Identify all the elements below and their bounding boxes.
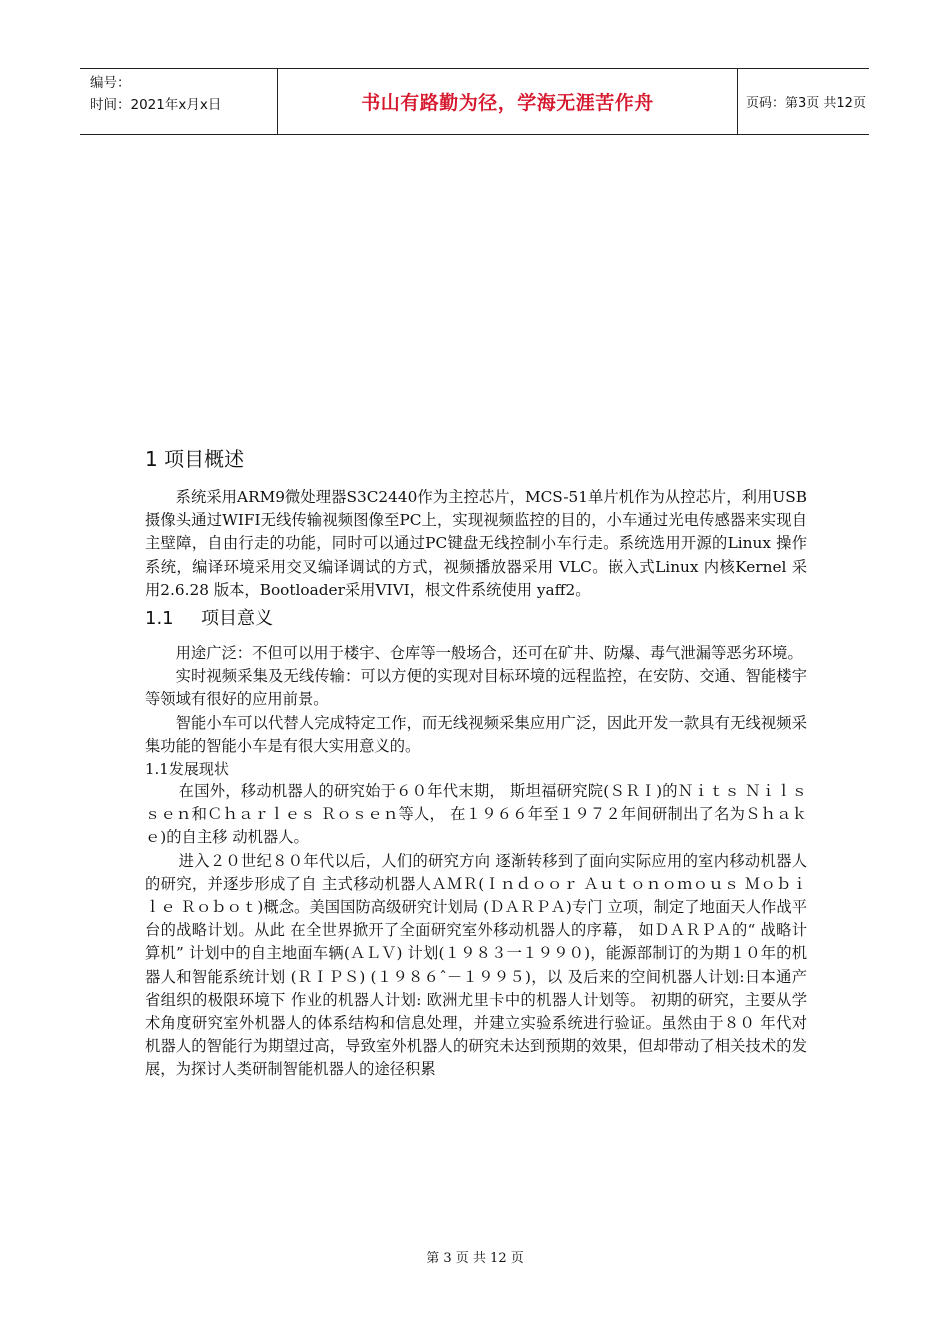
section-title-overview: 1 项目概述: [145, 447, 245, 471]
subsection-number: 1.1: [145, 608, 174, 630]
page-footer: 第 3 页 共 12 页: [426, 1251, 524, 1266]
subsection-title-development: 1.1发展现状: [145, 760, 229, 779]
overview-paragraph: 系统采用ARM9微处理器S3C2440作为主控芯片，MCS-51单片机作为从控芯片，利用USB摄像头通过WIFI无线传输视频图像至PC上，实现视频监控的目的，小车通过光电传感器来实现自主壁障，自由行走的功能，同时可以通过PC键盘无线控制小车行走。系统选用开源的Linux 操作系统，编译环境采用交叉编译调试的方式，视频播放器采用 VLC。嵌入式Linux 内核Kernel 采用2.6.28 版本，Bootloader采用VIVI，根文件系统使用 yaff2。: [145, 488, 807, 599]
significance-paragraph: 实时视频采集及无线传输：可以方便的实现对目标环境的远程监控，在安防、交通、智能楼宇等领域有很好的应用前景。: [145, 667, 807, 709]
subsection-heading-significance: [145, 606, 807, 632]
development-paragraph: 在国外，移动机器人的研究始于６０年代末期， 斯坦福研究院(ＳＲＩ)的Ｎｉｔｓ Ｎｉｌｓｓｅｎ和Ｃｈａｒｌｅｓ Ｒｏｓｅｎ等人， 在１９６６年至１９７２年间研制出了名为Ｓｈａｋｅ)的自主移 动机器人。: [145, 782, 807, 847]
document-body: [145, 444, 807, 1082]
header-meta: [80, 69, 278, 134]
header-page-info: 页码：第3页 共12页: [746, 96, 866, 111]
subsection-title: 项目意义: [201, 608, 273, 630]
header-motto-cell: [278, 69, 738, 134]
header-motto: 书山有路勤为径，学海无涯苦作舟: [361, 92, 654, 114]
significance-paragraph: 智能小车可以代替人完成特定工作，而无线视频采集应用广泛，因此开发一款具有无线视频采集功能的智能小车是有很大实用意义的。: [145, 713, 807, 755]
significance-paragraph: 用途广泛：不但可以用于楼宇、仓库等一般场合，还可在矿井、防爆、毒气泄漏等恶劣环境。: [175, 644, 803, 663]
development-paragraph: 进入２０世纪８０年代以后，人们的研究方向 逐渐转移到了面向实际应用的室内移动机器人的研究，并逐步形成了自 主式移动机器人ＡＭＲ(Ｉｎｄｏｏｒ Ａｕｔｏｎｏｍｏｕｓ Ｍｏｂｉｌｅ Ｒｏｂｏｔ)概念。美国国防高级研究计划局 (ＤＡＲＰＡ)专门 立项，制定了地面天人作战平台的战略计划。从此 在全世界掀开了全面研究室外移动机器人的序幕， 如ＤＡＲＰＡ的“ 战略计算机” 计划中的自主地面车辆(ＡＬＶ) 计划(１９８３一１９９０)，能源部制订的为期１０年的机器人和智能系统计划 (ＲＩＰＳ) (１９８６ˆ－１９９５)，以 及后来的空间机器人计划:日本通产省组织的极限环境下 作业的机器人计划: 欧洲尤里卡中的机器人计划等。 初期的研究，主要从学术角度研究室外机器人的体系结构和信息处理，并建立实验系统进行验证。虽然由于８０ 年代对机器人的智能行为期望过高，导致室外机器人的研究未达到预期的效果，但却带动了相关技术的发展，为探讨人类研制智能机器人的途径积累: [145, 851, 807, 1079]
document-number-label: 编号：: [90, 75, 131, 91]
page-header: [80, 68, 869, 135]
document-time-label: 时间：2021年x月x日: [90, 97, 222, 113]
